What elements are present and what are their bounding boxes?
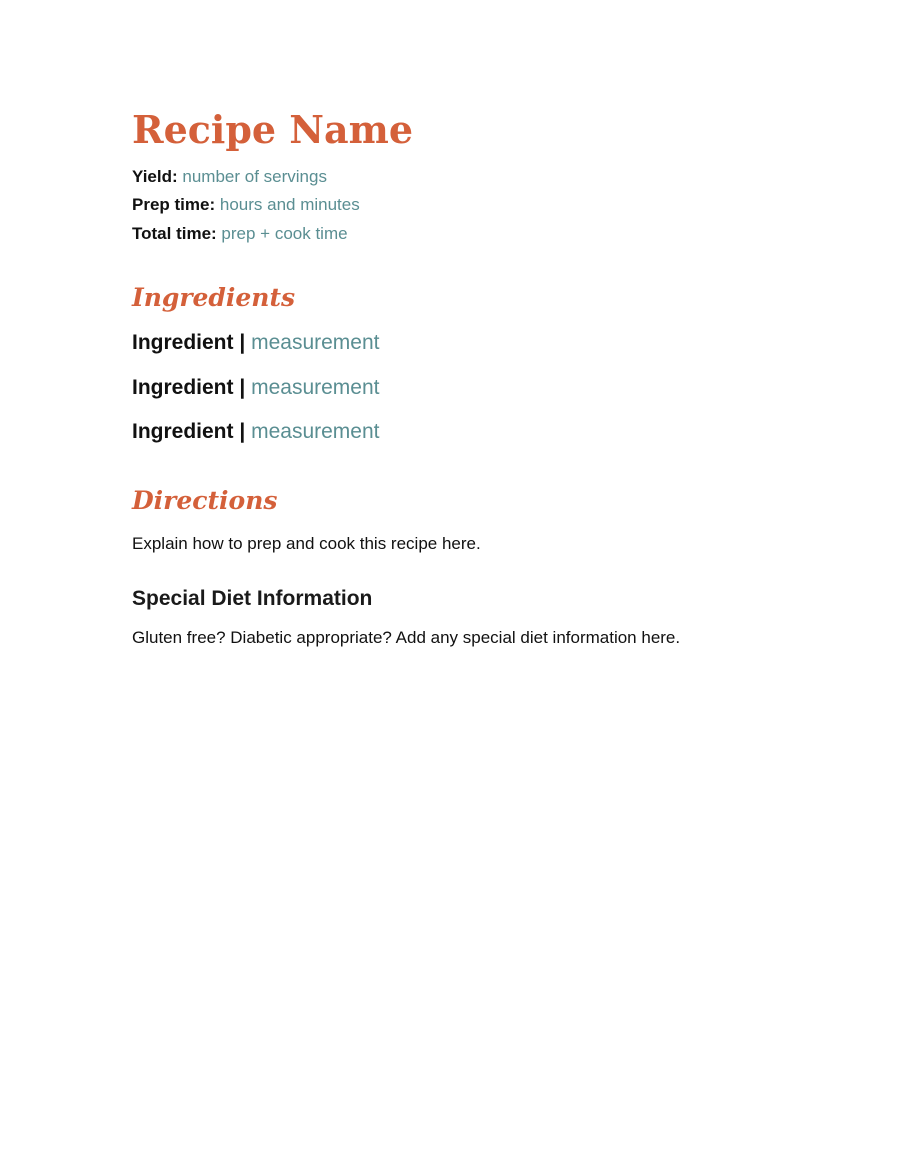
ingredient-name: Ingredient [132, 420, 234, 443]
ingredient-name: Ingredient [132, 376, 234, 399]
directions-text: Explain how to prep and cook this recipe here. [132, 534, 481, 553]
recipe-title: Recipe Name [132, 107, 414, 152]
total-time-label: Total time: [132, 224, 217, 243]
total-time-value: prep + cook time [221, 224, 348, 243]
ingredient-separator: | [239, 420, 246, 443]
ingredient-separator: | [239, 376, 246, 399]
yield-value: number of servings [182, 167, 327, 186]
ingredients-heading: Ingredients [132, 283, 296, 312]
ingredient-separator: | [239, 331, 246, 354]
ingredient-measurement: measurement [251, 331, 380, 354]
ingredient-item [132, 418, 379, 446]
special-diet-heading: Special Diet Information [132, 587, 373, 610]
directions-heading: Directions [132, 486, 278, 515]
prep-time-value: hours and minutes [219, 195, 360, 214]
yield-label: Yield: [132, 167, 178, 186]
total-time-line [132, 223, 348, 245]
ingredient-item [132, 374, 379, 402]
prep-time-label: Prep time: [132, 195, 216, 214]
yield-line [132, 166, 327, 188]
ingredient-measurement: measurement [251, 376, 380, 399]
special-diet-text: Gluten free? Diabetic appropriate? Add any special diet information here. [132, 628, 681, 647]
ingredient-name: Ingredient [132, 331, 234, 354]
prep-time-line [132, 194, 360, 216]
ingredient-item [132, 329, 379, 357]
ingredient-measurement: measurement [251, 420, 380, 443]
